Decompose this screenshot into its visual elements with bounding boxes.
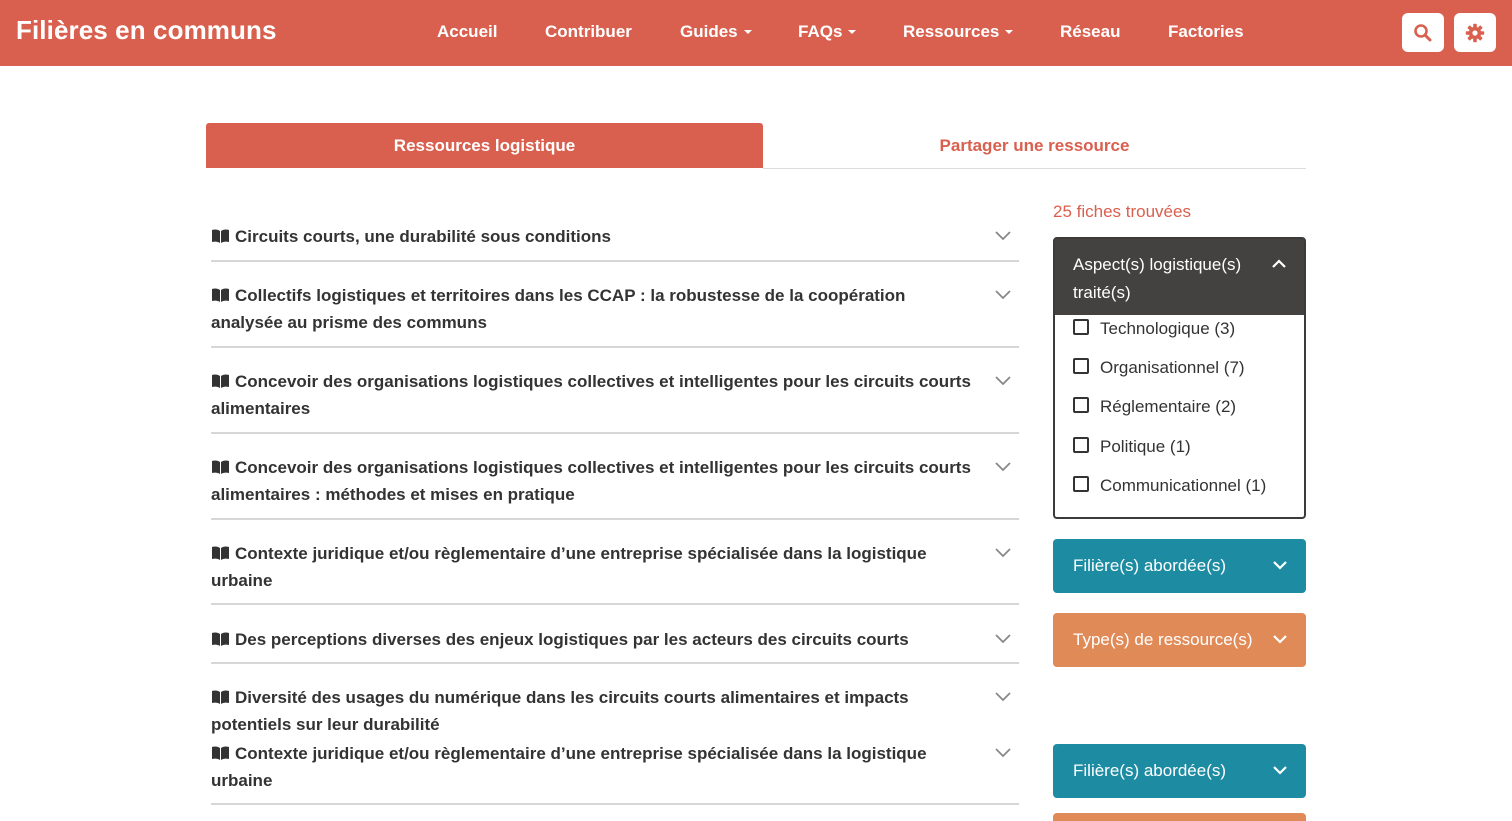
nav-label: Guides	[680, 22, 738, 41]
settings-button[interactable]	[1454, 13, 1496, 52]
filter-option-label: Communicationnel (1)	[1100, 476, 1267, 495]
nav-item-ressources[interactable]	[903, 22, 1013, 42]
nav-label: Accueil	[437, 22, 498, 41]
resource-title: Des perceptions diverses des enjeux logistiques par les acteurs des circuits courts	[235, 630, 909, 649]
chevron-down-icon[interactable]	[995, 290, 1011, 300]
nav-item-reseau[interactable]	[1060, 22, 1120, 42]
chevron-down-icon[interactable]	[995, 548, 1011, 558]
caret-down-icon	[1005, 30, 1013, 34]
nav-label: FAQs	[798, 22, 843, 41]
book-icon	[211, 373, 230, 389]
resource-title: Diversité des usages du numérique dans les circuits courts alimentaires et impacts potentiels sur leur durabilité	[211, 688, 909, 734]
nav-item-accueil[interactable]	[437, 22, 497, 42]
chevron-down-icon[interactable]	[995, 692, 1011, 702]
chevron-down-icon[interactable]	[995, 231, 1011, 241]
caret-down-icon	[848, 30, 856, 34]
nav-item-contribuer[interactable]	[545, 22, 632, 42]
resource-title: Concevoir des organisations logistiques collectives et intelligentes pour les circuits courts alimentaires	[211, 372, 971, 418]
filter-option-reglementaire[interactable]	[1073, 397, 1236, 417]
facet-filieres[interactable]	[1053, 539, 1306, 593]
chevron-down-icon	[1273, 561, 1287, 570]
facet-types-ressources-partial[interactable]	[1053, 813, 1306, 821]
resource-item[interactable]	[211, 540, 1019, 594]
chevron-down-icon	[1273, 635, 1287, 644]
resource-item[interactable]	[211, 740, 1019, 794]
caret-down-icon	[744, 30, 752, 34]
facet-types-label: Type(s) de ressource(s)	[1073, 630, 1253, 649]
tabs-divider	[763, 168, 1306, 169]
book-icon	[211, 631, 230, 647]
gear-icon	[1465, 23, 1485, 43]
filter-option-technologique[interactable]	[1073, 319, 1235, 339]
book-icon	[211, 459, 230, 475]
chevron-down-icon	[1273, 766, 1287, 775]
site-brand[interactable]: Filières en communs	[16, 15, 277, 45]
checkbox[interactable]	[1073, 476, 1089, 492]
nav-label: Réseau	[1060, 22, 1121, 41]
book-icon	[211, 228, 230, 244]
checkbox[interactable]	[1073, 358, 1089, 374]
resource-title: Contexte juridique et/ou règlementaire d’une entreprise spécialisée dans la logistique urbaine	[211, 744, 927, 790]
tab-partager-ressource[interactable]: Partager une ressource	[939, 135, 1130, 155]
chevron-down-icon[interactable]	[995, 748, 1011, 758]
divider	[211, 662, 1019, 664]
resource-item[interactable]	[211, 282, 1019, 336]
facet-filieres-label: Filière(s) abordée(s)	[1073, 761, 1227, 780]
divider	[211, 260, 1019, 262]
checkbox[interactable]	[1073, 319, 1089, 335]
chevron-up-icon	[1272, 259, 1286, 268]
nav-item-guides[interactable]	[680, 22, 752, 42]
nav-item-faqs[interactable]	[798, 22, 856, 42]
resource-item[interactable]	[211, 368, 1019, 422]
search-button[interactable]	[1402, 13, 1444, 52]
filter-option-organisationnel[interactable]	[1073, 358, 1245, 378]
filter-option-label: Réglementaire (2)	[1100, 397, 1237, 416]
resource-item[interactable]	[211, 684, 1019, 738]
book-icon	[211, 545, 230, 561]
checkbox[interactable]	[1073, 397, 1089, 413]
facet-filieres-label: Filière(s) abordée(s)	[1073, 556, 1227, 575]
divider	[211, 346, 1019, 348]
facet-aspects-header[interactable]	[1055, 239, 1304, 315]
resource-item[interactable]	[211, 454, 1019, 508]
divider	[211, 432, 1019, 434]
filter-option-label: Technologique (3)	[1100, 319, 1236, 338]
resource-title: Concevoir des organisations logistiques collectives et intelligentes pour les circuits courts alimentaires : méthodes et mises en pratique	[211, 458, 971, 504]
facet-filieres-duplicate[interactable]	[1053, 744, 1306, 798]
facet-types-ressources[interactable]	[1053, 613, 1306, 667]
filter-option-communicationnel[interactable]	[1073, 476, 1266, 496]
divider	[211, 803, 1019, 805]
checkbox[interactable]	[1073, 437, 1089, 453]
filter-option-label: Organisationnel (7)	[1100, 358, 1245, 377]
resource-title: Contexte juridique et/ou règlementaire d’une entreprise spécialisée dans la logistique urbaine	[211, 544, 927, 590]
book-icon	[211, 287, 230, 303]
facet-aspects-label: Aspect(s) logistique(s) traité(s)	[1073, 255, 1242, 302]
nav-label: Ressources	[903, 22, 1000, 41]
divider	[211, 518, 1019, 520]
book-icon	[211, 745, 230, 761]
search-icon	[1413, 23, 1433, 43]
filter-option-politique[interactable]	[1073, 437, 1191, 457]
resource-title: Circuits courts, une durabilité sous conditions	[235, 227, 611, 246]
filter-option-label: Politique (1)	[1100, 437, 1191, 456]
resource-item[interactable]	[211, 223, 1019, 250]
nav-label: Factories	[1168, 22, 1244, 41]
tab-ressources-logistique[interactable]: Ressources logistique	[206, 123, 763, 168]
facet-aspects-logistiques	[1053, 237, 1306, 519]
resource-item[interactable]	[211, 626, 1019, 653]
book-icon	[211, 689, 230, 705]
results-count: 25 fiches trouvées	[1053, 202, 1191, 221]
chevron-down-icon[interactable]	[995, 462, 1011, 472]
nav-label: Contribuer	[545, 22, 632, 41]
nav-item-factories[interactable]	[1168, 22, 1244, 42]
chevron-down-icon[interactable]	[995, 634, 1011, 644]
resource-title: Collectifs logistiques et territoires dans les CCAP : la robustesse de la coopération analysée au prisme des communs	[211, 286, 906, 332]
divider	[211, 603, 1019, 605]
chevron-down-icon[interactable]	[995, 376, 1011, 386]
top-navbar	[0, 0, 1512, 66]
